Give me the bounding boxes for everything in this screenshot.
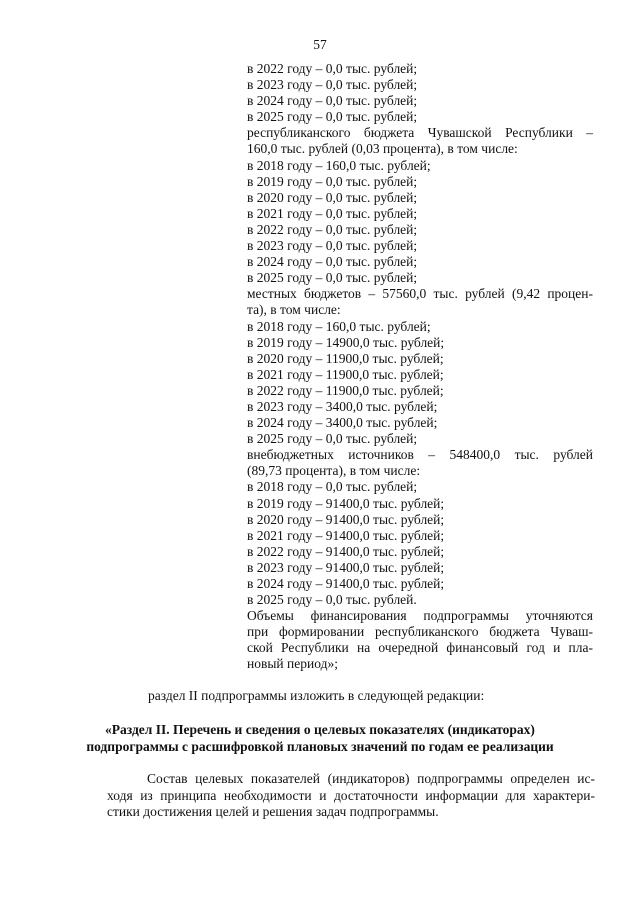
financing-line: республиканского бюджета Чувашской Республики – [247,125,593,141]
financing-line: в 2019 году – 14900,0 тыс. рублей; [247,334,445,350]
financing-line: в 2023 году – 0,0 тыс. рублей; [247,77,418,93]
financing-line: в 2024 году – 0,0 тыс. рублей; [247,254,418,270]
financing-line: в 2024 году – 0,0 тыс. рублей; [247,93,418,109]
financing-column [247,61,593,673]
financing-line: в 2025 году – 0,0 тыс. рублей. [247,592,417,608]
financing-line: в 2022 году – 91400,0 тыс. рублей; [247,543,445,559]
financing-line: в 2023 году – 91400,0 тыс. рублей; [247,559,445,575]
financing-line: в 2018 году – 160,0 тыс. рублей; [247,318,431,334]
financing-line: при формировании республиканского бюджета Чуваш- [247,624,593,640]
section-heading-line: «Раздел II. Перечень и сведения о целевых показателях (индикаторах) [105,722,535,737]
financing-line: в 2024 году – 3400,0 тыс. рублей; [247,415,438,431]
financing-line: Объемы финансирования подпрограммы уточняются [247,608,593,624]
paragraph-line: Состав целевых показателей (индикаторов) подпрограммы определен ис- [147,771,595,786]
financing-line: в 2023 году – 3400,0 тыс. рублей; [247,398,438,414]
paragraph-line: стики достижения целей и решения задач подпрограммы. [107,804,439,819]
financing-line: в 2025 году – 0,0 тыс. рублей; [247,270,418,286]
financing-line: в 2019 году – 0,0 тыс. рублей; [247,173,418,189]
body-paragraph [107,771,595,821]
financing-line: в 2022 году – 0,0 тыс. рублей; [247,61,418,76]
financing-line: в 2021 году – 0,0 тыс. рублей; [247,205,418,221]
financing-line: местных бюджетов – 57560,0 тыс. рублей (9,42 процен- [247,286,593,302]
financing-line: в 2020 году – 11900,0 тыс. рублей; [247,350,444,366]
paragraph-line: ходя из принципа необходимости и достаточности информации для характери- [107,787,595,803]
financing-line: в 2018 году – 160,0 тыс. рублей; [247,157,431,173]
intro-line: раздел II подпрограммы изложить в следующей редакции: [148,688,485,703]
financing-line: в 2025 году – 0,0 тыс. рублей; [247,109,418,125]
page-number: 57 [313,37,327,52]
financing-line: в 2021 году – 11900,0 тыс. рублей; [247,366,444,382]
financing-line: в 2019 году – 91400,0 тыс. рублей; [247,495,445,511]
financing-line: в 2021 году – 91400,0 тыс. рублей; [247,527,445,543]
financing-line: 160,0 тыс. рублей (0,03 процента), в том числе: [247,141,518,157]
financing-line: в 2025 году – 0,0 тыс. рублей; [247,431,418,447]
section-heading [0,722,640,755]
financing-line: в 2022 году – 11900,0 тыс. рублей; [247,382,444,398]
financing-line: в 2020 году – 91400,0 тыс. рублей; [247,511,445,527]
financing-line: в 2018 году – 0,0 тыс. рублей; [247,479,418,495]
financing-line: ской Республики на очередной финансовый год и пла- [247,640,593,656]
financing-line: внебюджетных источников – 548400,0 тыс. рублей [247,447,593,463]
financing-line: в 2024 году – 91400,0 тыс. рублей; [247,576,445,591]
financing-line: в 2023 году – 0,0 тыс. рублей; [247,238,418,254]
financing-line: та), в том числе: [247,302,341,318]
section-heading-line: подпрограммы с расшифровкой плановых значений по годам ее реализации [86,738,554,754]
financing-line: в 2020 году – 0,0 тыс. рублей; [247,189,418,205]
financing-line: (89,73 процента), в том числе: [247,463,421,479]
financing-line: новый период»; [247,656,338,672]
financing-line: в 2022 году – 0,0 тыс. рублей; [247,221,418,237]
